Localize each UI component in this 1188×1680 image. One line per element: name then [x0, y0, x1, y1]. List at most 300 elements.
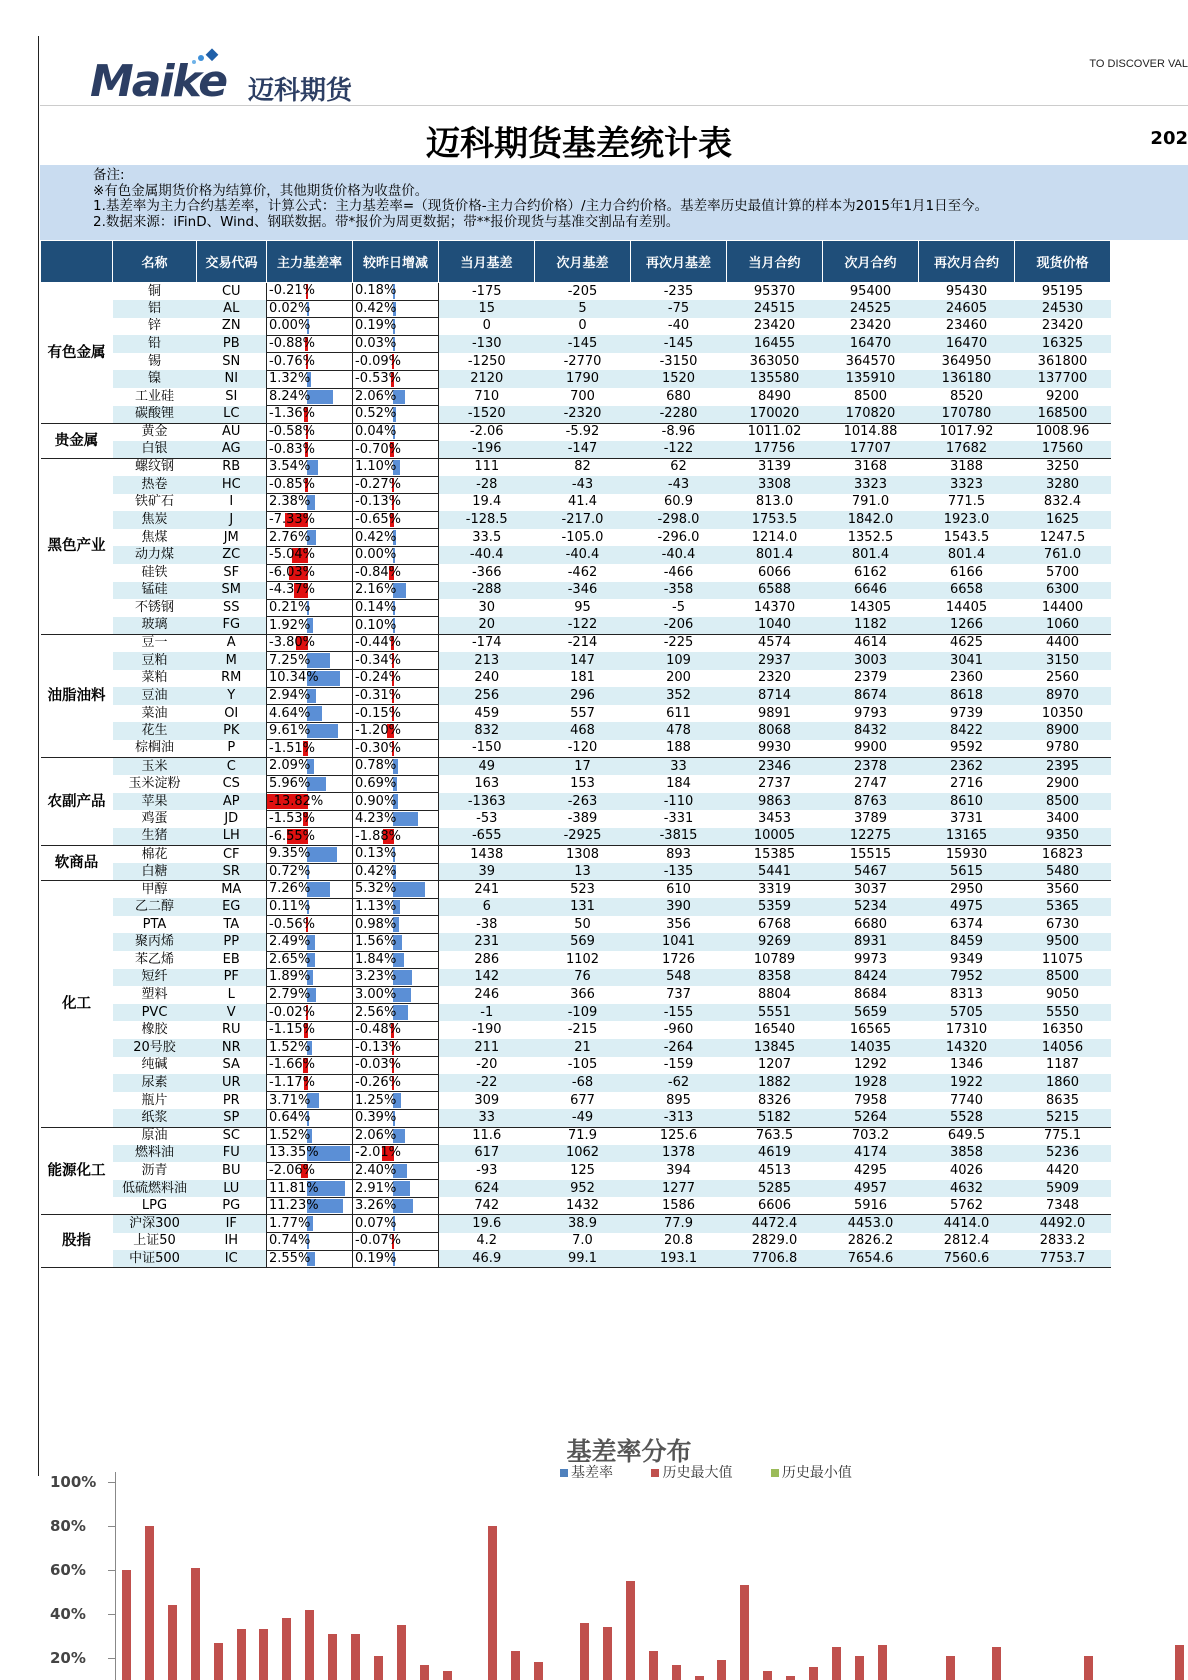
trade-code: HC	[197, 476, 267, 494]
cell-value: 8313	[919, 986, 1015, 1004]
cell-value: 364570	[823, 353, 919, 371]
cell-value: 6730	[1015, 916, 1111, 934]
trade-code: CS	[197, 775, 267, 793]
cell-value: 1.10%	[355, 459, 397, 475]
table-row	[41, 881, 1111, 899]
cell-value: 4975	[919, 898, 1015, 916]
category-cell: 软商品	[41, 846, 113, 881]
cell-value: 1625	[1015, 511, 1111, 529]
cell-value: 12275	[823, 828, 919, 846]
cell-value: 71.9	[535, 1127, 631, 1145]
cell-value: 17560	[1015, 441, 1111, 459]
cell-value: 256	[439, 687, 535, 705]
product-name: 中证500	[113, 1250, 197, 1268]
cell-value: 38.9	[535, 1215, 631, 1233]
table-row	[41, 846, 1111, 864]
chart-bar	[695, 1676, 704, 1680]
cell-value: -0.31%	[355, 687, 401, 703]
bar-cell	[353, 652, 439, 670]
category-cell: 油脂油料	[41, 634, 113, 757]
cell-value: 6162	[823, 564, 919, 582]
cell-value: 0.00%	[269, 318, 311, 334]
cell-value: 0.14%	[355, 599, 397, 615]
cell-value: 6646	[823, 582, 919, 600]
chart-bar	[351, 1634, 360, 1680]
cell-value: 5182	[727, 1109, 823, 1127]
report-date: 202	[1150, 128, 1188, 149]
cell-value: -206	[631, 617, 727, 635]
cell-value: 99.1	[535, 1250, 631, 1268]
trade-code: I	[197, 494, 267, 512]
cell-value: 2.56%	[355, 1004, 397, 1020]
legend-item-min	[771, 1465, 852, 1481]
table-row	[41, 564, 1111, 582]
cell-value: -3815	[631, 828, 727, 846]
bar-cell	[267, 1215, 353, 1233]
data-bar	[307, 724, 338, 739]
product-name: 纯碱	[113, 1057, 197, 1075]
table-row	[41, 617, 1111, 635]
cell-value: 0.21%	[269, 599, 311, 615]
cell-value: 703.2	[823, 1127, 919, 1145]
bar-cell	[353, 283, 439, 301]
cell-value: 742	[439, 1197, 535, 1215]
cell-value: 135580	[727, 370, 823, 388]
cell-value: 4026	[919, 1162, 1015, 1180]
cell-value: -0.76%	[269, 353, 315, 369]
data-bar	[307, 847, 337, 862]
cell-value: -0.21%	[269, 283, 315, 299]
cell-value: 17756	[727, 441, 823, 459]
cell-value: -1520	[439, 406, 535, 424]
table-row	[41, 423, 1111, 441]
table-row	[41, 793, 1111, 811]
category-cell: 股指	[41, 1215, 113, 1268]
cell-value: -6.55%	[269, 828, 315, 844]
cell-value: -0.48%	[355, 1022, 401, 1038]
cell-value: 7958	[823, 1092, 919, 1110]
cell-value: 1.77%	[269, 1215, 311, 1231]
chart-bar	[1084, 1656, 1093, 1680]
cell-value: -43	[535, 476, 631, 494]
table-row	[41, 722, 1111, 740]
bar-cell	[353, 722, 439, 740]
cell-value: -7.33%	[269, 512, 315, 528]
cell-value: -0.34%	[355, 652, 401, 668]
cell-value: 6658	[919, 582, 1015, 600]
chart-bar	[603, 1627, 612, 1680]
bar-cell	[353, 898, 439, 916]
cell-value: 7.26%	[269, 881, 311, 897]
cell-value: 8358	[727, 969, 823, 987]
product-name: 低硫燃料油	[113, 1180, 197, 1198]
trade-code: SC	[197, 1127, 267, 1145]
table-row	[41, 1092, 1111, 1110]
cell-value: 0.98%	[355, 916, 397, 932]
cell-value: 5550	[1015, 1004, 1111, 1022]
cell-value: 363050	[727, 353, 823, 371]
cell-value: 2362	[919, 758, 1015, 776]
cell-value: 8422	[919, 722, 1015, 740]
cell-value: 16823	[1015, 846, 1111, 864]
cell-value: 6680	[823, 916, 919, 934]
cell-value: -109	[535, 1004, 631, 1022]
cell-value: -1.88%	[355, 828, 401, 844]
chart-bar	[786, 1676, 795, 1680]
chart-bar	[259, 1629, 268, 1680]
cell-value: -0.53%	[355, 371, 401, 387]
bar-cell	[267, 335, 353, 353]
cell-value: 0.00%	[355, 547, 397, 563]
cell-value: 8432	[823, 722, 919, 740]
chart-y-axis	[115, 1472, 116, 1680]
cell-value: 10789	[727, 951, 823, 969]
cell-value: 8684	[823, 986, 919, 1004]
chart-bar	[214, 1643, 223, 1680]
bar-cell	[353, 933, 439, 951]
cell-value: 13165	[919, 828, 1015, 846]
product-name: 苯乙烯	[113, 951, 197, 969]
cell-value: 95400	[823, 283, 919, 301]
cell-value: 15	[439, 300, 535, 318]
cell-value: -145	[535, 335, 631, 353]
bar-cell	[267, 670, 353, 688]
page-title: 迈科期货基差统计表	[426, 124, 732, 164]
cell-value: 0.03%	[355, 336, 397, 352]
cell-value: 200	[631, 670, 727, 688]
table-row	[41, 388, 1111, 406]
cell-value: 8714	[727, 687, 823, 705]
cell-value: 9.61%	[269, 723, 311, 739]
cell-value: 8068	[727, 722, 823, 740]
bar-cell	[353, 670, 439, 688]
cell-value: -38	[439, 916, 535, 934]
cell-value: 5528	[919, 1109, 1015, 1127]
cell-value: 791.0	[823, 494, 919, 512]
bar-cell	[267, 722, 353, 740]
product-name: 20号胶	[113, 1039, 197, 1057]
product-name: 玉米	[113, 758, 197, 776]
bar-cell	[353, 511, 439, 529]
cell-value: -3150	[631, 353, 727, 371]
y-tick-mark	[108, 1658, 116, 1659]
bar-cell	[353, 423, 439, 441]
cell-value: 4400	[1015, 634, 1111, 652]
product-name: 菜油	[113, 705, 197, 723]
cell-value: 3560	[1015, 881, 1111, 899]
cell-value: 4174	[823, 1145, 919, 1163]
cell-value: 5700	[1015, 564, 1111, 582]
cell-value: 24525	[823, 300, 919, 318]
bar-cell	[267, 1127, 353, 1145]
cell-value: 11.23%	[269, 1198, 319, 1214]
cell-value: -298.0	[631, 511, 727, 529]
cell-value: 0.78%	[355, 758, 397, 774]
cell-value: 3.71%	[269, 1092, 311, 1108]
trade-code: M	[197, 652, 267, 670]
column-header: 交易代码	[197, 241, 267, 283]
product-name: 鸡蛋	[113, 810, 197, 828]
cell-value: 3323	[919, 476, 1015, 494]
cell-value: 17682	[919, 441, 1015, 459]
cell-value: 14370	[727, 599, 823, 617]
cell-value: -331	[631, 810, 727, 828]
category-cell: 有色金属	[41, 283, 113, 424]
cell-value: 2716	[919, 775, 1015, 793]
cell-value: 2.49%	[269, 934, 311, 950]
column-header: 现货价格	[1015, 241, 1111, 283]
trade-code: LH	[197, 828, 267, 846]
cell-value: 390	[631, 898, 727, 916]
chart-bar	[1175, 1645, 1184, 1680]
chart-bar	[237, 1629, 246, 1680]
cell-value: 801.4	[919, 546, 1015, 564]
cell-value: 9739	[919, 705, 1015, 723]
bar-cell	[267, 599, 353, 617]
cell-value: 188	[631, 740, 727, 758]
cell-value: 2320	[727, 670, 823, 688]
data-bar	[307, 653, 330, 668]
bar-cell	[353, 546, 439, 564]
cell-value: -122	[631, 441, 727, 459]
cell-value: -40	[631, 318, 727, 336]
cell-value: 3250	[1015, 458, 1111, 476]
column-header: 当月基差	[439, 241, 535, 283]
cell-value: 8610	[919, 793, 1015, 811]
cell-value: 4492.0	[1015, 1215, 1111, 1233]
table-header-row	[41, 241, 1111, 283]
cell-value: 763.5	[727, 1127, 823, 1145]
cell-value: 15385	[727, 846, 823, 864]
product-name: 铜	[113, 283, 197, 301]
cell-value: 1378	[631, 1145, 727, 1163]
cell-value: 1.32%	[269, 371, 311, 387]
bar-cell	[267, 705, 353, 723]
bar-cell	[267, 494, 353, 512]
cell-value: -0.83%	[269, 441, 315, 457]
bar-cell	[267, 687, 353, 705]
table-row	[41, 758, 1111, 776]
bar-cell	[353, 599, 439, 617]
cell-value: -2.06	[439, 423, 535, 441]
table-row	[41, 1250, 1111, 1268]
cell-value: 2812.4	[919, 1233, 1015, 1251]
product-name: 焦炭	[113, 511, 197, 529]
cell-value: -105.0	[535, 529, 631, 547]
cell-value: -1.36%	[269, 406, 315, 422]
bar-cell	[353, 758, 439, 776]
cell-value: 1182	[823, 617, 919, 635]
cell-value: 352	[631, 687, 727, 705]
cell-value: 4295	[823, 1162, 919, 1180]
title-row	[40, 105, 1188, 165]
cell-value: 0.19%	[355, 1250, 397, 1266]
cell-value: 832	[439, 722, 535, 740]
notes-heading: 备注:	[93, 167, 125, 183]
cell-value: 2.79%	[269, 987, 311, 1003]
trade-code: SI	[197, 388, 267, 406]
cell-value: 39	[439, 863, 535, 881]
cell-value: 2.65%	[269, 951, 311, 967]
cell-value: -0.44%	[355, 635, 401, 651]
cell-value: 1062	[535, 1145, 631, 1163]
bar-cell	[353, 529, 439, 547]
cell-value: 1438	[439, 846, 535, 864]
cell-value: -40.4	[439, 546, 535, 564]
bar-cell	[353, 494, 439, 512]
cell-value: 0.72%	[269, 863, 311, 879]
bar-cell	[267, 881, 353, 899]
cell-value: 4.2	[439, 1233, 535, 1251]
cell-value: 193.1	[631, 1250, 727, 1268]
table-row	[41, 933, 1111, 951]
chart-bar	[488, 1526, 497, 1680]
basis-table-container	[40, 240, 1188, 1268]
cell-value: 3037	[823, 881, 919, 899]
cell-value: 62	[631, 458, 727, 476]
cell-value: 5.96%	[269, 775, 311, 791]
cell-value: -1363	[439, 793, 535, 811]
product-name: 纸浆	[113, 1109, 197, 1127]
basis-rate-chart	[40, 1430, 1188, 1680]
bar-cell	[267, 353, 353, 371]
trade-code: AL	[197, 300, 267, 318]
table-row	[41, 1180, 1111, 1198]
table-row	[41, 1004, 1111, 1022]
cell-value: 1726	[631, 951, 727, 969]
chart-bar	[580, 1623, 589, 1680]
chart-bar	[763, 1671, 772, 1680]
cell-value: 9891	[727, 705, 823, 723]
cell-value: 5441	[727, 863, 823, 881]
bar-cell	[267, 617, 353, 635]
cell-value: 24530	[1015, 300, 1111, 318]
cell-value: 775.1	[1015, 1127, 1111, 1145]
cell-value: 4574	[727, 634, 823, 652]
cell-value: 4414.0	[919, 1215, 1015, 1233]
cell-value: 8424	[823, 969, 919, 987]
cell-value: 3.26%	[355, 1198, 397, 1214]
bar-cell	[267, 951, 353, 969]
cell-value: 6066	[727, 564, 823, 582]
cell-value: 109	[631, 652, 727, 670]
product-name: 豆粕	[113, 652, 197, 670]
cell-value: -13.82%	[269, 793, 324, 809]
bar-cell	[267, 370, 353, 388]
trade-code: PF	[197, 969, 267, 987]
cell-value: -122	[535, 617, 631, 635]
cell-value: 1922	[919, 1074, 1015, 1092]
cell-value: 5615	[919, 863, 1015, 881]
cell-value: 9900	[823, 740, 919, 758]
cell-value: 153	[535, 775, 631, 793]
trade-code: C	[197, 758, 267, 776]
cell-value: 8970	[1015, 687, 1111, 705]
cell-value: 2.06%	[355, 1127, 397, 1143]
bar-cell	[353, 846, 439, 864]
bar-cell	[353, 458, 439, 476]
product-name: 塑料	[113, 986, 197, 1004]
cell-value: 11.81%	[269, 1180, 319, 1196]
cell-value: -174	[439, 634, 535, 652]
cell-value: 41.4	[535, 494, 631, 512]
trade-code: CU	[197, 283, 267, 301]
trade-code: NI	[197, 370, 267, 388]
category-cell: 贵金属	[41, 423, 113, 458]
cell-value: 13	[535, 863, 631, 881]
cell-value: 1352.5	[823, 529, 919, 547]
product-name: 白银	[113, 441, 197, 459]
cell-value: -196	[439, 441, 535, 459]
cell-value: 893	[631, 846, 727, 864]
cell-value: 0.42%	[355, 529, 397, 545]
cell-value: -0.15%	[355, 705, 401, 721]
y-tick-mark	[108, 1526, 116, 1527]
bar-cell	[267, 1145, 353, 1163]
trade-code: OI	[197, 705, 267, 723]
product-name: 棉花	[113, 846, 197, 864]
bar-cell	[353, 1021, 439, 1039]
cell-value: 0.42%	[355, 863, 397, 879]
cell-value: -263	[535, 793, 631, 811]
cell-value: 1207	[727, 1057, 823, 1075]
cell-value: 2833.2	[1015, 1233, 1111, 1251]
cell-value: 46.9	[439, 1250, 535, 1268]
cell-value: 5467	[823, 863, 919, 881]
bar-cell	[267, 564, 353, 582]
trade-code: SP	[197, 1109, 267, 1127]
cell-value: 2120	[439, 370, 535, 388]
trade-code: V	[197, 1004, 267, 1022]
cell-value: 33	[439, 1109, 535, 1127]
cell-value: 4614	[823, 634, 919, 652]
cell-value: -43	[631, 476, 727, 494]
cell-value: 4625	[919, 634, 1015, 652]
table-row	[41, 705, 1111, 723]
cell-value: -2.01%	[355, 1145, 401, 1161]
bar-cell	[353, 810, 439, 828]
cell-value: 6300	[1015, 582, 1111, 600]
slogan: TO DISCOVER VAL	[1089, 58, 1188, 70]
cell-value: 2900	[1015, 775, 1111, 793]
chart-bar	[855, 1656, 864, 1680]
trade-code: LC	[197, 406, 267, 424]
table-row	[41, 406, 1111, 424]
cell-value: -313	[631, 1109, 727, 1127]
product-name: 碳酸锂	[113, 406, 197, 424]
notes-panel	[40, 165, 1188, 240]
table-row	[41, 828, 1111, 846]
cell-value: 1882	[727, 1074, 823, 1092]
left-border-line	[38, 36, 39, 1476]
cell-value: 0.52%	[355, 406, 397, 422]
cell-value: -159	[631, 1057, 727, 1075]
cell-value: 8900	[1015, 722, 1111, 740]
product-name: 聚丙烯	[113, 933, 197, 951]
header	[40, 40, 1188, 107]
y-tick-mark	[108, 1482, 116, 1483]
cell-value: 0.04%	[355, 424, 397, 440]
bar-cell	[267, 986, 353, 1004]
cell-value: 9780	[1015, 740, 1111, 758]
cell-value: 1543.5	[919, 529, 1015, 547]
table-row	[41, 986, 1111, 1004]
cell-value: 241	[439, 881, 535, 899]
product-name: 上证50	[113, 1233, 197, 1251]
chart-bar	[649, 1651, 658, 1680]
cell-value: 4619	[727, 1145, 823, 1163]
cell-value: 14305	[823, 599, 919, 617]
